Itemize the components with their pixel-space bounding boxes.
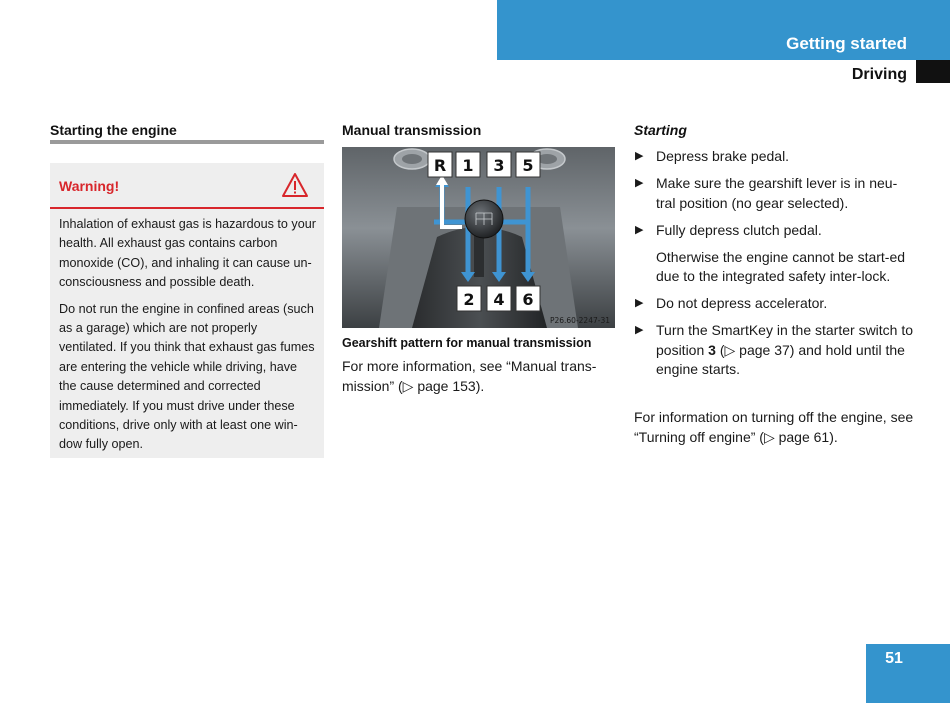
- bullet-arrow-icon: ▶: [635, 177, 644, 189]
- list-item: [634, 221, 914, 241]
- warning-paragraph: Do not run the engine in confined areas (such as a garage) which are not properly ventilated. If you think that exhaust gas fumes are entering the vehicle while driving, have the cause determined and corrected immediately. If you must drive under these conditions, drive only with at least one win-dow fully open.: [59, 301, 315, 452]
- starting-steps-list: [634, 147, 914, 387]
- page-number-box: [866, 644, 950, 703]
- position-number: 3: [708, 341, 716, 358]
- gear-label: 5: [522, 156, 534, 175]
- warning-text: [59, 215, 317, 462]
- gear-label: R: [433, 156, 447, 175]
- turning-off-reference: For information on turning off the engine, see “Turning off engine” (▷ page 61).: [634, 409, 914, 445]
- warning-paragraph: Inhalation of exhaust gas is hazardous to your health. All exhaust gas contains carbon monoxide (CO), and inhaling it can cause un-consciousness and possible death.: [59, 217, 316, 290]
- step-note: Otherwise the engine cannot be start-ed due to the integrated safety inter-lock.: [656, 248, 906, 284]
- section-title: Getting started: [786, 34, 907, 53]
- bullet-arrow-icon: ▶: [635, 324, 644, 336]
- step-text: Do not depress accelerator.: [656, 295, 828, 311]
- manual-transmission-text: For more information, see “Manual trans-mission” (▷ page 153).: [342, 358, 597, 394]
- warning-box: [50, 163, 324, 458]
- image-caption: Gearshift pattern for manual transmission: [342, 336, 592, 350]
- image-code: P26.60-2247-31: [549, 316, 610, 325]
- list-item: [634, 321, 914, 380]
- warning-header: [50, 163, 324, 209]
- gear-label: 3: [493, 156, 505, 175]
- warning-triangle-icon: [281, 172, 309, 198]
- bullet-arrow-icon: ▶: [635, 223, 644, 236]
- gear-label: 4: [493, 290, 505, 309]
- subsection-title: Driving: [851, 66, 907, 83]
- page-number: 51: [885, 650, 903, 667]
- gear-label: 2: [463, 290, 475, 309]
- step-text: Make sure the gearshift lever is in neu-tral position (no gear selected).: [656, 175, 898, 211]
- step-text: Depress brake pedal.: [656, 148, 790, 164]
- gearshift-pattern-image: [342, 147, 615, 328]
- list-item: [634, 294, 914, 314]
- bullet-arrow-icon: ▶: [635, 150, 644, 162]
- section-tab-marker: [916, 60, 950, 83]
- heading-manual-transmission: Manual transmission: [342, 122, 482, 138]
- heading-starting-engine: Starting the engine: [50, 122, 177, 138]
- step-text: Fully depress clutch pedal.: [656, 221, 822, 238]
- bullet-arrow-icon: ▶: [635, 297, 644, 309]
- list-item: [634, 147, 914, 167]
- list-item: [634, 174, 914, 213]
- heading-rule: [50, 140, 324, 144]
- step-text: Turn the SmartKey in the starter switch to position 3 (▷ page 37) and hold until the engine starts.: [656, 322, 914, 377]
- heading-starting: Starting: [634, 122, 687, 138]
- gear-label: 1: [462, 156, 474, 175]
- warning-label: Warning!: [59, 178, 120, 194]
- gear-label: 6: [522, 290, 534, 309]
